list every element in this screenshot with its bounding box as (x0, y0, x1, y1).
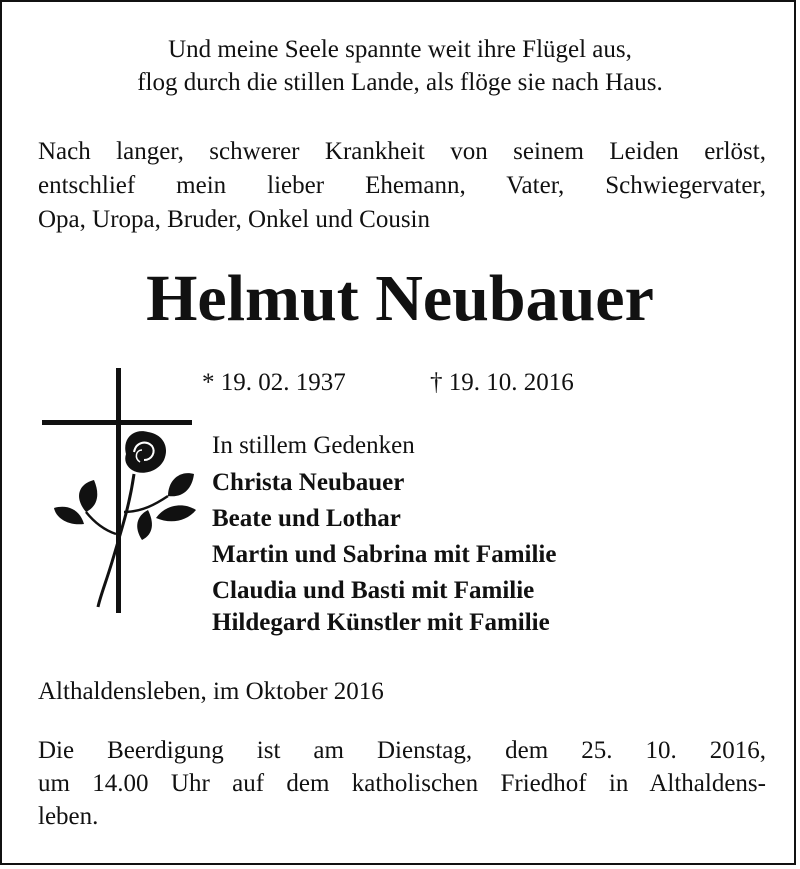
mourner-4: Claudia und Basti mit Familie (212, 577, 535, 604)
intro-line-3: Opa, Uropa, Bruder, Onkel und Cousin (38, 206, 430, 233)
funeral-line-1: Die Beerdigung ist am Dienstag, dem 25. 10. 2016, (38, 737, 766, 764)
intro-line-1: Nach langer, schwerer Krankheit von seinem Leiden erlöst, (38, 138, 766, 165)
death-date: † 19. 10. 2016 (430, 369, 574, 396)
cross-with-rose-icon (38, 362, 198, 622)
verse-line-2: flog durch die stillen Lande, als flöge sie nach Haus. (137, 69, 663, 96)
intro-line-2: entschlief mein lieber Ehemann, Vater, Schwiegervater, (38, 172, 766, 199)
mourner-5: Hildegard Künstler mit Familie (212, 609, 550, 636)
funeral-line-2: um 14.00 Uhr auf dem katholischen Friedhof in Althaldens- (38, 770, 766, 797)
funeral-line-3: leben. (38, 803, 99, 830)
birth-date: * 19. 02. 1937 (202, 369, 346, 396)
mourner-3: Martin und Sabrina mit Familie (212, 541, 557, 568)
mourner-1: Christa Neubauer (212, 469, 405, 496)
memorial-heading: In stillem Gedenken (212, 432, 415, 459)
place-date: Althaldensleben, im Oktober 2016 (38, 678, 384, 705)
deceased-name: Helmut Neubauer (146, 262, 654, 335)
mourner-2: Beate und Lothar (212, 505, 401, 532)
verse-line-1: Und meine Seele spannte weit ihre Flügel aus, (168, 36, 632, 63)
